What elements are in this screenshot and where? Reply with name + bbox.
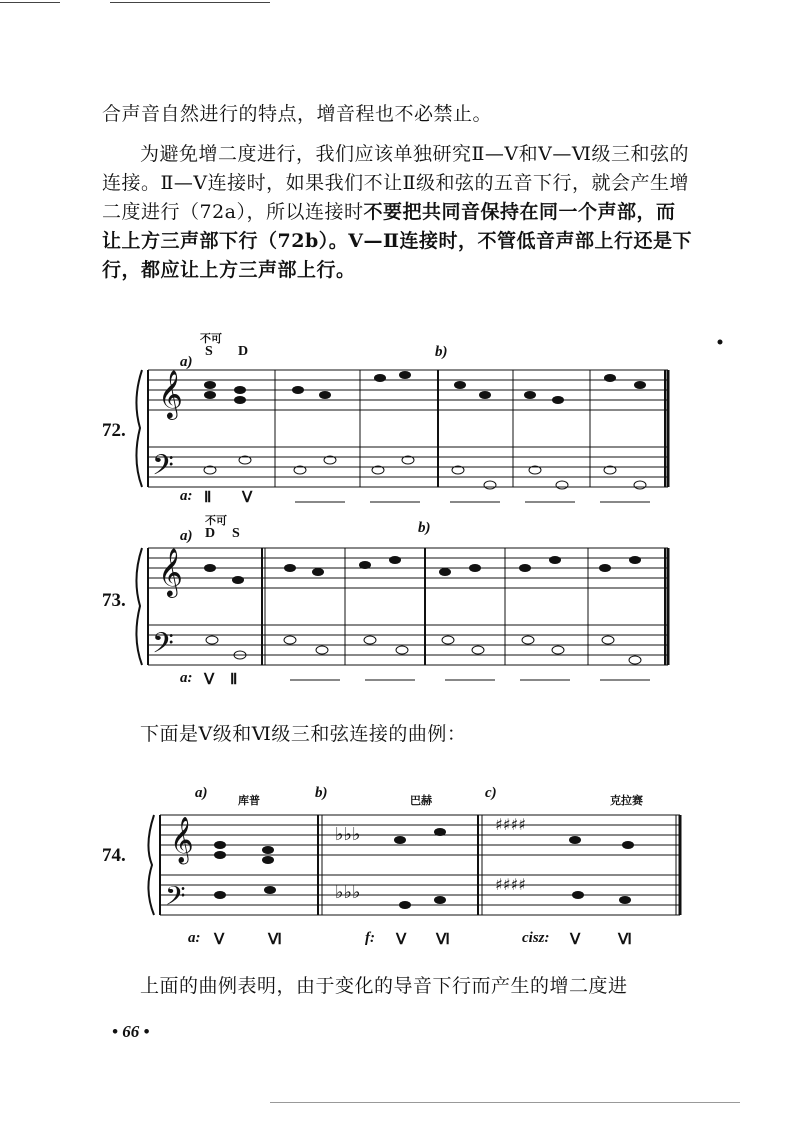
svg-text:𝄢: 𝄢 (152, 449, 174, 489)
example-72-notes (152, 369, 646, 489)
example-74-number: 74. (102, 845, 126, 866)
paragraph-4: 上面的曲例表明，由于变化的导音下行而产生的增二度进 (140, 975, 628, 997)
annotation-a: a) (180, 528, 193, 544)
example-73-staff (136, 548, 668, 680)
example-73-number: 73. (102, 590, 126, 611)
roman-numeral: Ⅱ (230, 672, 238, 688)
svg-text:𝄞: 𝄞 (158, 547, 183, 596)
paragraph-1: 合声音自然进行的特点，增音程也不必禁止。 (102, 103, 493, 125)
annotation-s: S (232, 526, 240, 541)
roman-numeral: Ⅴ (570, 932, 581, 948)
roman-key: f: (365, 930, 375, 946)
example-72-number: 72. (102, 420, 126, 441)
roman-numeral: Ⅵ (436, 932, 450, 948)
svg-text:♭♭♭: ♭♭♭ (335, 824, 361, 845)
svg-text:𝄞: 𝄞 (158, 369, 183, 418)
svg-text:♯♯♯♯: ♯♯♯♯ (495, 815, 526, 834)
annotation-a: a) (180, 354, 193, 370)
annotation-b: b) (435, 344, 448, 360)
roman-numeral: Ⅴ (242, 490, 253, 506)
example-74-staff (148, 815, 680, 915)
roman-key: cisz: (522, 930, 550, 946)
composer-b: 巴赫 (410, 794, 432, 807)
roman-numeral: Ⅱ (204, 490, 212, 506)
example-72-staff (136, 370, 668, 502)
roman-key: a: (180, 670, 193, 686)
roman-numeral: Ⅴ (396, 932, 407, 948)
roman-numeral: Ⅴ (204, 672, 215, 688)
paragraph-3: 下面是Ⅴ级和Ⅵ级三和弦连接的曲例： (140, 723, 467, 745)
part-c-label: c) (485, 785, 497, 801)
roman-numeral: Ⅵ (268, 932, 282, 948)
svg-text:♭♭♭: ♭♭♭ (335, 882, 361, 903)
example-73-notes (152, 547, 641, 667)
annotation-d: D (238, 344, 249, 359)
roman-numeral: Ⅵ (618, 932, 632, 948)
roman-numeral: Ⅴ (214, 932, 225, 948)
annotation-forbidden: 不可 (200, 332, 222, 345)
paragraph-2-bold: 不要把共同音保持在同一个声部，而让上方三声部下行（72b）。Ⅴ—Ⅱ连接时，不管低音声部上行还是下行，都应让上方三声部上行。 (102, 201, 692, 281)
svg-text:𝄢: 𝄢 (165, 880, 186, 918)
svg-text:𝄢: 𝄢 (152, 627, 174, 667)
annotation-forbidden: 不可 (205, 514, 227, 527)
annotation-d: D (205, 526, 216, 541)
page-number: • 66 • (112, 1022, 150, 1041)
part-b-label: b) (315, 785, 328, 801)
roman-key: a: (180, 488, 193, 504)
svg-text:𝄞: 𝄞 (170, 817, 194, 863)
roman-key: a: (188, 930, 201, 946)
stray-dot (718, 340, 723, 345)
paragraph-2-normal: 为避免增二度进行，我们应该单独研究Ⅱ—Ⅴ和Ⅴ—Ⅵ级三和弦的连接。Ⅱ—Ⅴ连接时，如果我们不让Ⅱ级和弦的五音下行，就会产生增二度进行（72a），所以连接时 (102, 143, 690, 223)
composer-c: 克拉赛 (610, 794, 643, 807)
svg-text:♯♯♯♯: ♯♯♯♯ (495, 875, 526, 894)
composer-a: 库普 (238, 794, 260, 807)
annotation-b: b) (418, 520, 431, 536)
part-a-label: a) (195, 785, 208, 801)
example-74-notes (165, 815, 634, 918)
annotation-s: S (205, 344, 213, 359)
